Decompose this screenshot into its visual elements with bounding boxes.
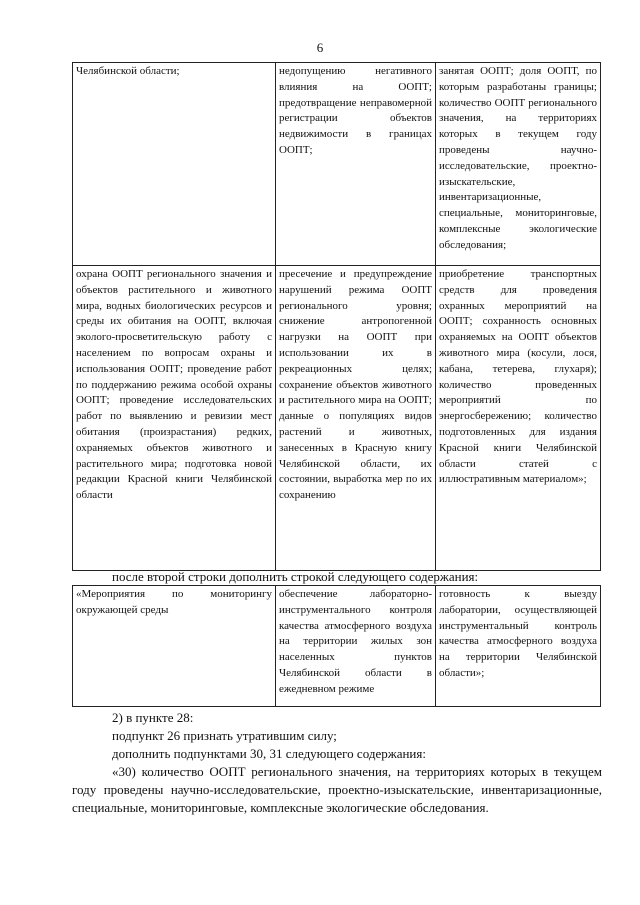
- table-cell: обеспечение лабораторно-инструментального контроля качества атмосферного воздуха на территории жилых зон населенных пунктов Челябинской области в ежедневном режиме: [276, 586, 436, 707]
- insert-instruction: после второй строки дополнить строкой следующего содержания:: [112, 569, 479, 584]
- measures-table: [72, 62, 601, 571]
- monitoring-table: [72, 585, 601, 707]
- table-cell: занятая ООПТ; доля ООПТ, по которым разработаны границы; количество ООПТ регионального значения, на территориях которых в текущем году проведены научно-исследовательские, проектно-изыскательские, инвентаризационные, специальные, мониторинговые, комплексные экологические обследования;: [436, 63, 601, 266]
- table-cell: охрана ООПТ регионального значения и объектов растительного и животного мира, водных биологических ресурсов и среды их обитания на ООПТ, включая эколого-просветительскую работу с населением по вопросам охраны и использования ООПТ; проведение работ по поддержанию режима особой охраны ООПТ; проведение исследовательских работ по выявлению и ревизии мест обитания (произрастания) редких, охраняемых объектов животного и растительного мира; подготовка новой редакции Красной книги Челябинской области: [73, 266, 276, 571]
- table-row: [73, 266, 601, 571]
- table-row: [73, 63, 601, 266]
- table-row: [73, 586, 601, 707]
- subitem-30-text: «30) количество ООПТ регионального значения, на территориях которых в текущем году проведены научно-исследовательские, проектно-изыскательские, инвентаризационные, специальные, мониторинговые, комплексные экологические обследования.: [72, 764, 602, 815]
- item-2-heading: 2) в пункте 28:: [112, 710, 194, 725]
- subitem-26-repeal: подпункт 26 признать утратившим силу;: [112, 728, 337, 743]
- table-cell: приобретение транспортных средств для проведения охранных мероприятий на ООПТ; сохранность основных охраняемых на ООПТ объектов животного мира (косули, лося, кабана, тетерева, глухаря); количество проведенных мероприятий по энергосбережению; количество подготовленных для издания Красной книги Челябинской области статей с иллюстративным материалом»;: [436, 266, 601, 571]
- add-subitems-instruction: дополнить подпунктами 30, 31 следующего содержания:: [112, 746, 426, 761]
- table-cell: Челябинской области;: [73, 63, 276, 266]
- page-number: 6: [316, 40, 324, 55]
- table-cell: недопущению негативного влияния на ООПТ; предотвращение неправомерной регистрации объектов недвижимости в границах ООПТ;: [276, 63, 436, 266]
- table-cell: готовность к выезду лаборатории, осуществляющей инструментальный контроль качества атмосферного воздуха на территории Челябинской области»;: [436, 586, 601, 707]
- table-cell: пресечение и предупреждение нарушений режима ООПТ регионального уровня; снижение антропогенной нагрузки на ООПТ при использовании их в рекреационных целях; сохранение объектов животного и растительного мира на ООПТ; данные о популяциях видов растений и животных, занесенных в Красную книгу Челябинской области, их состоянии, выработка мер по их сохранению: [276, 266, 436, 571]
- table-cell: «Мероприятия по мониторингу окружающей среды: [73, 586, 276, 707]
